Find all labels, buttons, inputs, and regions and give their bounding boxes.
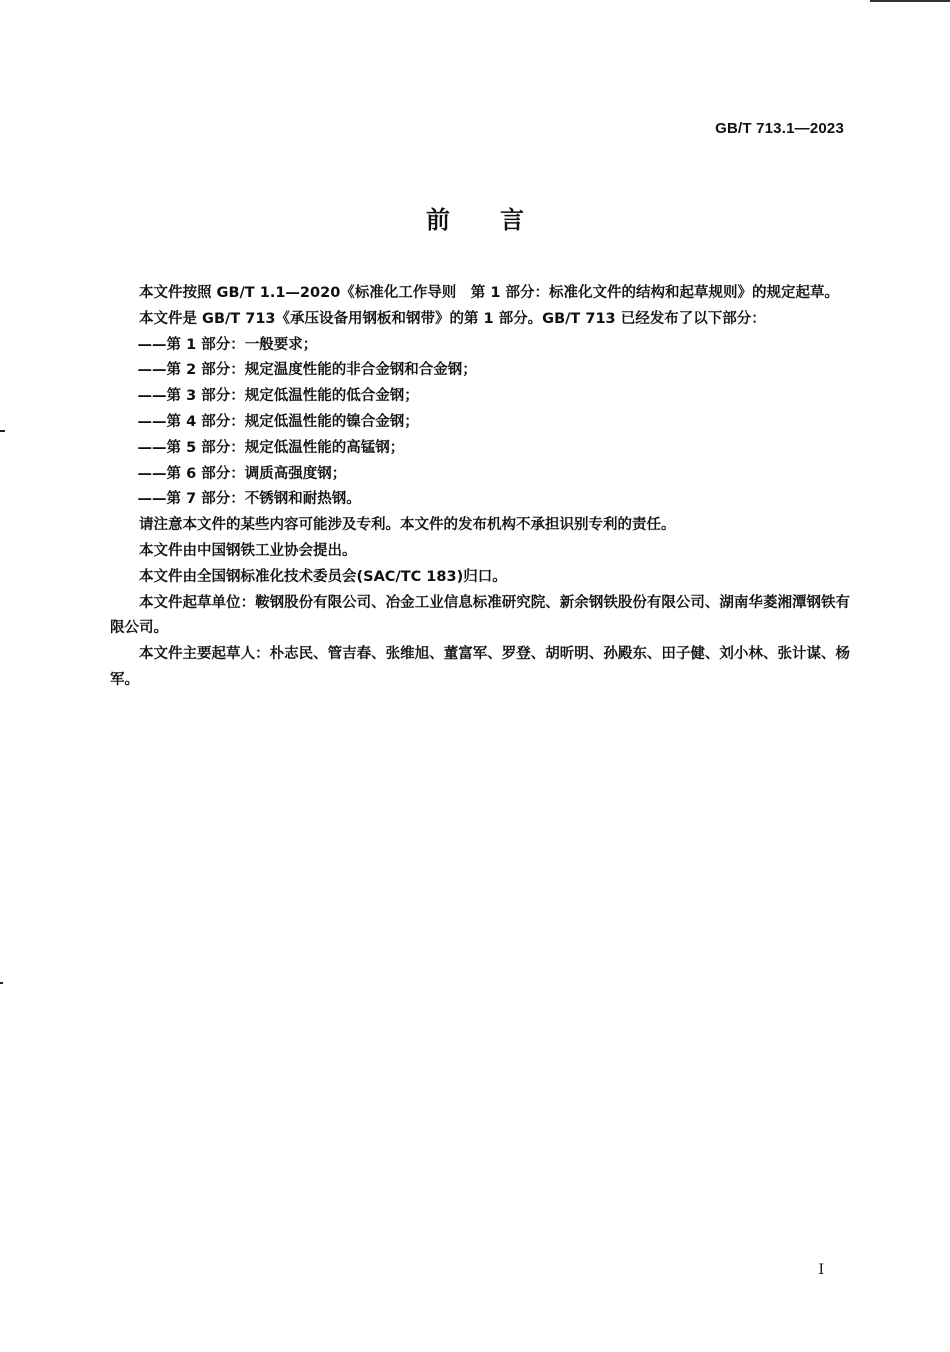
paragraph-patent-notice: 请注意本文件的某些内容可能涉及专利。本文件的发布机构不承担识别专利的责任。	[139, 517, 676, 534]
standard-code: GB/T 713.1—2023	[715, 120, 844, 137]
foreword-body	[110, 281, 850, 694]
list-item: ——第 7 部分：不锈钢和耐热钢。	[137, 491, 361, 508]
paragraph-drafting-rules: 本文件按照 GB/T 1.1—2020《标准化工作导则 第 1 部分：标准化文件的结构和起草规则》的规定起草。	[139, 285, 839, 301]
scan-mark-left-2	[0, 982, 3, 984]
list-item: ——第 6 部分：调质高强度钢；	[137, 465, 347, 482]
list-item: ——第 4 部分：规定低温性能的镍合金钢；	[137, 413, 419, 430]
title-char-2: 言	[500, 206, 524, 234]
scan-mark-left-1	[0, 430, 5, 432]
paragraph-administrator: 本文件由全国钢标准化技术委员会(SAC/TC 183)归口。	[139, 568, 507, 585]
title-char-1: 前	[426, 206, 450, 234]
list-item: ——第 3 部分：规定低温性能的低合金钢；	[137, 388, 419, 405]
paragraph-series-intro: 本文件是 GB/T 713《承压设备用钢板和钢带》的第 1 部分。GB/T 713 已经发布了以下部分：	[139, 310, 766, 327]
paragraph-drafters: 本文件主要起草人：朴志民、管吉春、张维旭、董富军、罗登、胡昕明、孙殿东、田子健、刘小林、张计谋、杨军。	[110, 646, 850, 688]
list-item: ——第 5 部分：规定低温性能的高锰钢；	[137, 439, 405, 456]
paragraph-drafting-units: 本文件起草单位：鞍钢股份有限公司、冶金工业信息标准研究院、新余钢铁股份有限公司、湖南华菱湘潭钢铁有限公司。	[110, 594, 850, 637]
list-item: ——第 2 部分：规定温度性能的非合金钢和合金钢；	[137, 362, 477, 379]
page-title	[0, 200, 950, 235]
scan-edge-line	[870, 0, 950, 2]
page-number: I	[818, 1262, 824, 1278]
list-item: ——第 1 部分：一般要求；	[137, 336, 318, 353]
paragraph-proposer: 本文件由中国钢铁工业协会提出。	[139, 542, 357, 559]
